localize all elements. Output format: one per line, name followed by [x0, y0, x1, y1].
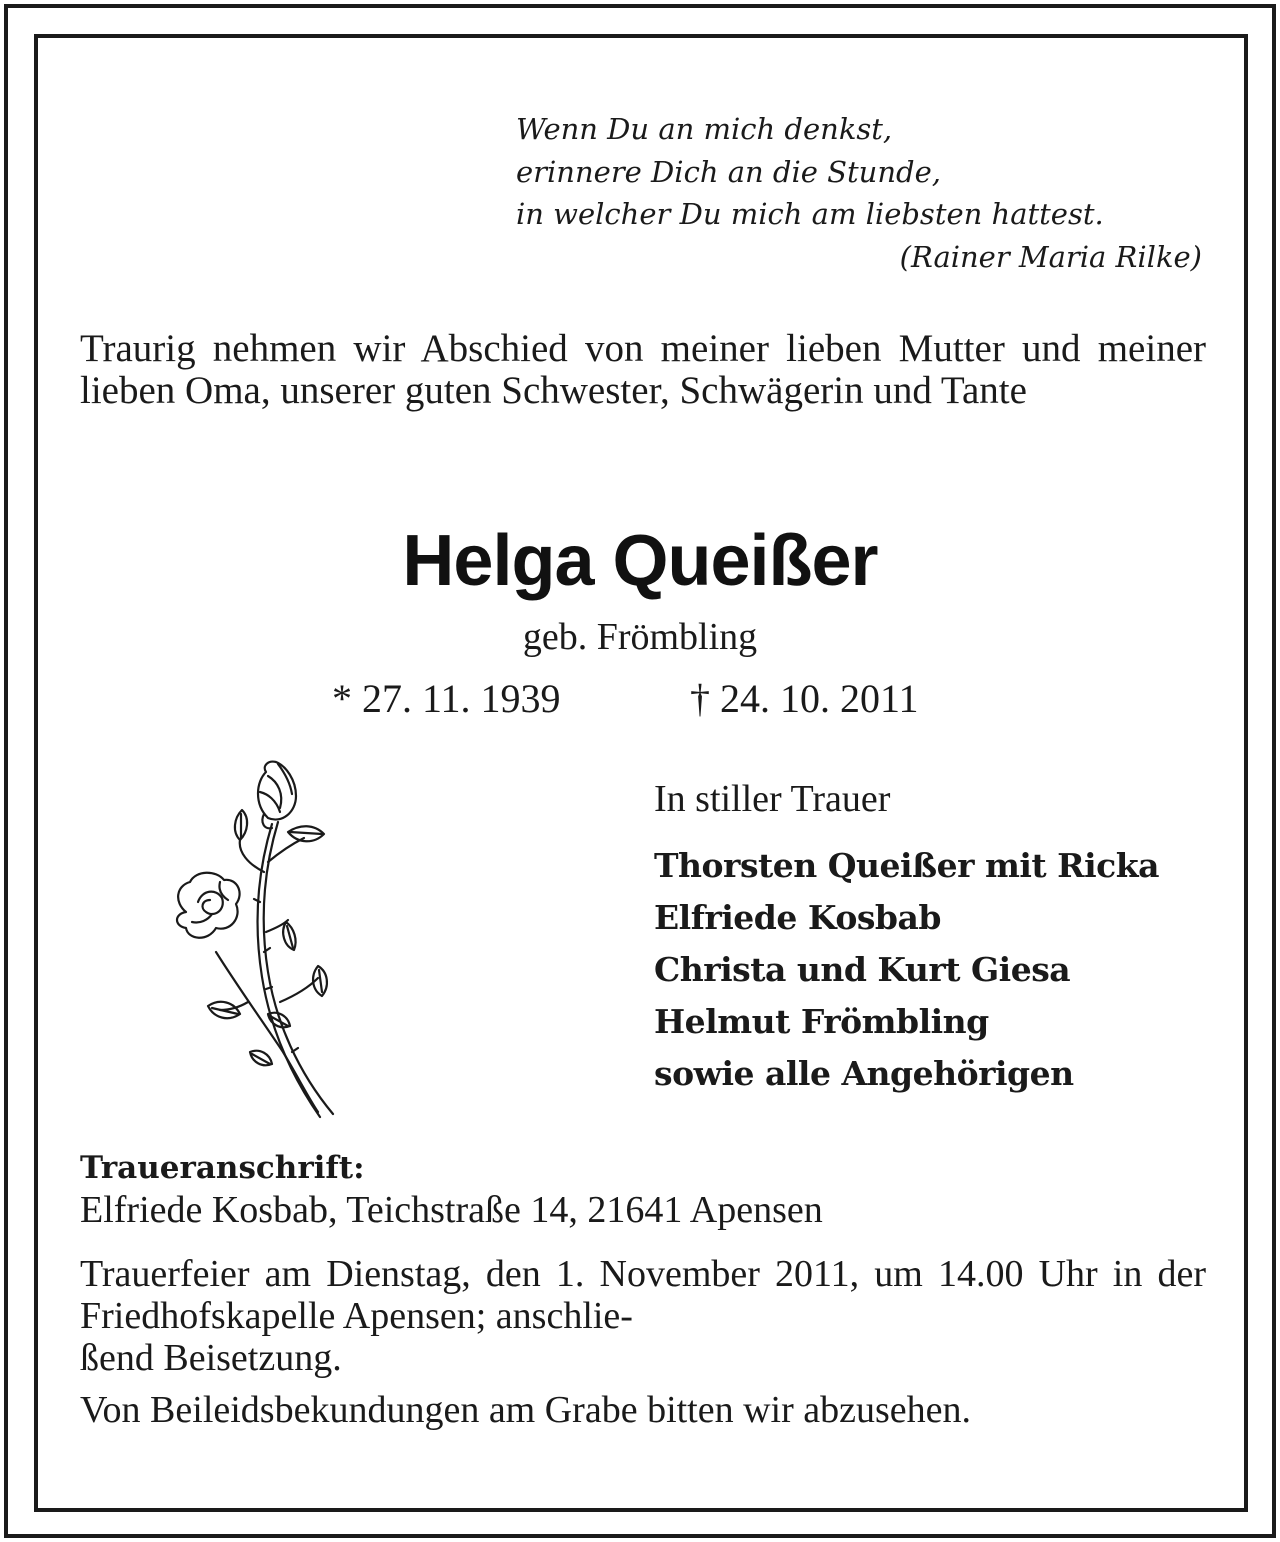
quote-line-3: in welcher Du mich am liebsten hattest. [516, 197, 1104, 231]
mourner-name: sowie alle Angehörigen [654, 1054, 1074, 1093]
condolence-note: Von Beileidsbekundungen am Grabe bitten wir abzusehen. [80, 1389, 972, 1431]
birth-date: * 27. 11. 1939 [332, 676, 561, 721]
mourner-name: Helmut Frömbling [654, 1002, 989, 1041]
mourners-block [654, 776, 1214, 1100]
address-label: Traueranschrift: [80, 1150, 365, 1186]
rilke-quote [516, 108, 1206, 278]
quote-author: (Rainer Maria Rilke) [899, 239, 1202, 274]
rose-icon [168, 752, 348, 1122]
funeral-details-end: ßend Beisetzung. [80, 1337, 342, 1379]
deceased-name: Helga Queißer [402, 521, 878, 601]
quote-line-2: erinnere Dich an die Stunde, [516, 154, 941, 189]
address-text: Elfriede Kosbab, Teichstraße 14, 21641 Apensen [80, 1189, 823, 1231]
death-date: † 24. 10. 2011 [690, 676, 919, 721]
maiden-name: geb. Frömbling [522, 616, 758, 658]
mourner-name: Thorsten Queißer mit Ricka [654, 846, 1159, 885]
mourner-name: Elfriede Kosbab [654, 898, 941, 937]
funeral-details [80, 1253, 1206, 1379]
quote-line-1: Wenn Du an mich denkst, [516, 112, 893, 146]
mourning-address [80, 1148, 1206, 1232]
mourner-name: Christa und Kurt Giesa [654, 950, 1071, 989]
mourners-heading: In stiller Trauer [654, 778, 891, 820]
farewell-intro: Traurig nehmen wir Abschied von meiner lieben Mutter und meiner lieben Oma, unserer guten Schwester, Schwägerin und Tante [80, 327, 1206, 412]
funeral-details-main: Trauerfeier am Dienstag, den 1. November 2011, um 14.00 Uhr in der Friedhofskapelle Apensen; anschlie- [80, 1253, 1206, 1337]
